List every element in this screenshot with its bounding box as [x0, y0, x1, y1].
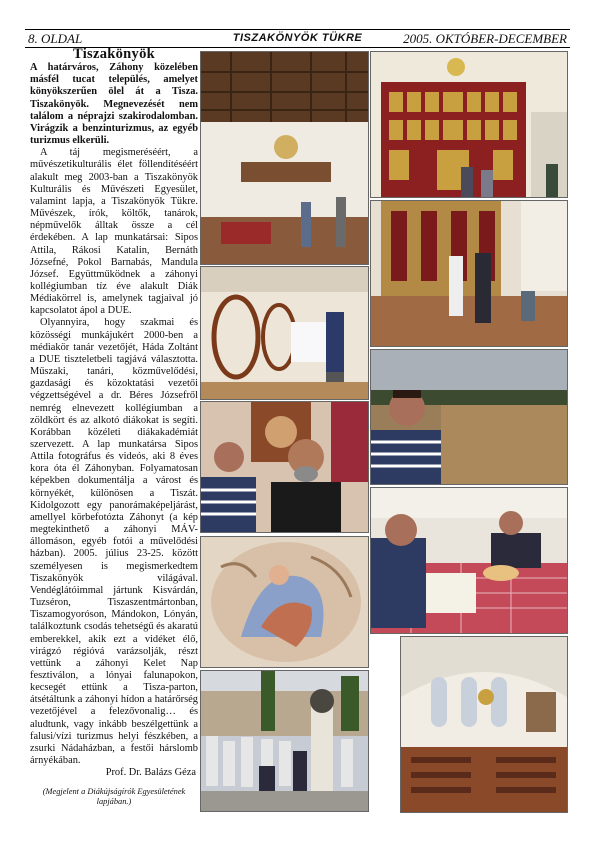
photo-altar-visitors	[370, 200, 568, 347]
article-signature: Prof. Dr. Balázs Géza	[105, 767, 196, 779]
article-paragraph-1: A táj megismeréséért, a művészetikulturális élet föllendítéséért alakult meg 2003-ban a Tiszakönyök Kulturális és Művészeti Egyesület, valamint lapja, a Tiszakönyök Tükre. Művészek, írók, költők, tanárok, népművelők álltak össze a cél érdekében. A lap munkatársai: Sipos Attila, Rákosi Katalin, Bernáth Józsefné, Pokol Barnabás, Mandula József. Együttműködnek a záhonyi kollégiumban tíz éve alakult Diák Médiakörrel is, amelynek tagjaival jó kapcsolatot ápol a DUE.	[30, 147, 198, 317]
photo-harness-exhibit	[200, 266, 369, 400]
photo-man-by-river	[370, 349, 568, 485]
article-title: Tiszakönyök	[72, 46, 155, 62]
photo-iconostasis	[370, 51, 568, 198]
publication-title: TISZAKÖNYÖK TÜKRE	[232, 32, 363, 44]
photo-two-men-painting	[200, 401, 369, 533]
photo-church-nave	[400, 636, 568, 813]
photo-church-interior	[200, 51, 369, 265]
photo-fresco	[200, 536, 369, 668]
page-number: 8. OLDAL	[28, 31, 83, 46]
source-note: (Megjelent a Diákújságírók Egyesületének lapjában.)	[42, 787, 186, 807]
article-column	[30, 48, 198, 807]
issue-date: 2005. OKTÓBER-DECEMBER	[403, 31, 567, 46]
photo-group-bust	[200, 670, 369, 812]
article-paragraph-2: Olyannyira, hogy szakmai és közösségi munkájukért 2000-ben a médiakör tanár vezetőjét, Háda Zoltánt a DUE tiszteletbeli tagjává választotta. Műszaki, tanári, közművelődési, gazdasági és közoktatási vezetői végzettségével a dr. Béres Józsefről nemrég elnevezett kollégiumban a zöldkört és az alkotó diákokat is segíti. Korábban közéleti diákakadémiát szervezett. A lap munkatársa Sipos Attila fotográfus és videós, aki 8 éves kora óta él Záhonyban. Folyamatosan képekben dokumentálja a várost és környékét, különösen a Tiszát. Kidolgozott egy panorámaképeljárást, amellyel körbefotózta Záhonyt (a kép megtekinthető a záhonyi MÁV-állomáson, egyéb fotói a művelődési házban). 2005. július 23-25. között személyesen is megismerkedtem Tiszakönyök világával. Vendéglátóimmal jártunk Kisvárdán, Tuzséron, Tiszaszentmártonban, Tiszamogyoróson, Mándokon, Lónyán, találkoztunk csodás tehetségű és akaratú emberekkel, akik ezt a vidéket élő, virágzó régióvá varázsolják, részt vettünk a záhonyi Kelet Nap fesztiválon, a lónyai falunapokon, kecsegét ettünk a Tisza-parton, átsétáltunk a záhonyi hídon a határőrség vezetőjével a felezővonalig… és aludtunk, vagy inkább beszélgettünk a falusi/vízi turizmus helyi fészkében, a zsurki Nádaházban, a festői hárslomb árnyékában.	[30, 317, 198, 767]
article-lead: A határváros, Záhony közelében másfél tucat település, amelyet könyökszerűen ölel át a Tisza. Tiszakönyök. Megnevezését nem találom a néprajzi szakirodalomban. Virágzik a benzinturizmus, az egyéb turizmus elkerüli.	[30, 62, 198, 147]
photo-men-at-table	[370, 487, 568, 634]
